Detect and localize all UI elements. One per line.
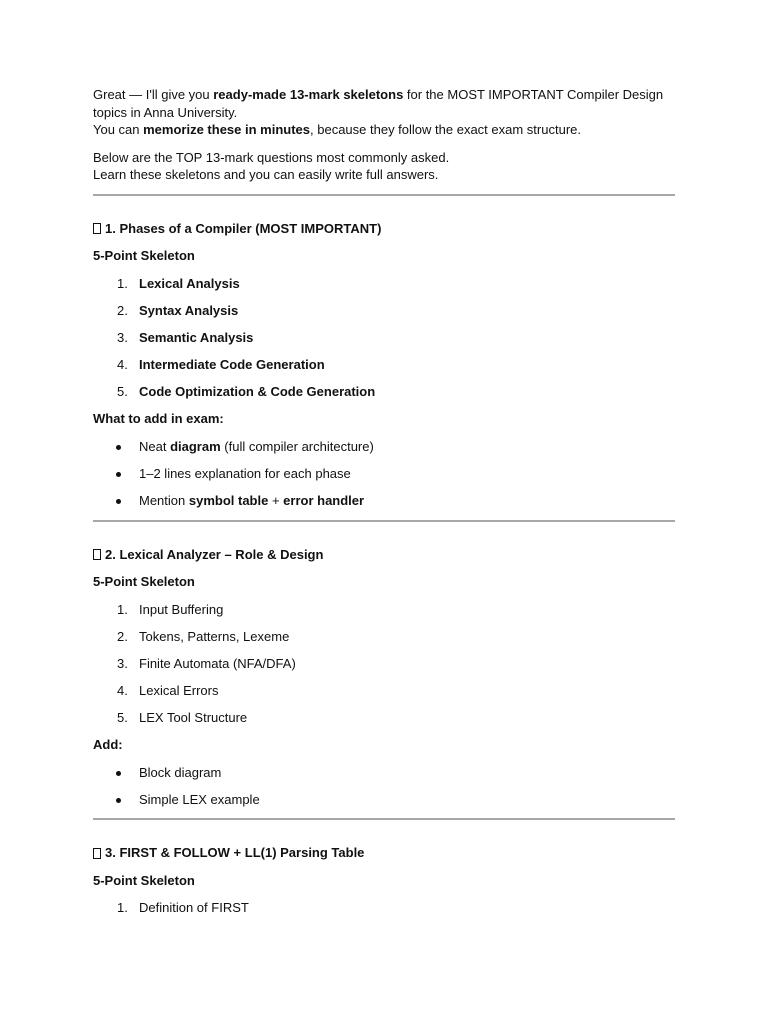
intro-bold-text: ready-made 13-mark skeletons — [213, 87, 404, 102]
skeleton-list — [93, 899, 675, 917]
bullet-dot-icon — [116, 771, 121, 776]
list-number: 5. — [117, 710, 128, 726]
section-title-text: 2. Lexical Analyzer – Role & Design — [105, 546, 324, 562]
list-item-text: Semantic Analysis — [139, 329, 254, 345]
list-item-text: LEX Tool Structure — [139, 710, 248, 726]
list-item-text: Lexical Errors — [139, 683, 219, 699]
intro-text: , because they follow the exact exam structure. — [310, 122, 581, 137]
bullet-item — [93, 465, 675, 483]
list-number: 1. — [117, 900, 128, 916]
list-item-text: Finite Automata (NFA/DFA) — [139, 655, 296, 671]
missing-glyph-icon — [93, 223, 101, 234]
list-item-text: Tokens, Patterns, Lexeme — [139, 628, 290, 644]
bullet-item — [93, 438, 675, 456]
list-number: 5. — [117, 384, 128, 400]
skeleton-list — [93, 275, 675, 401]
bullet-item — [93, 791, 675, 809]
list-item-text: Lexical Analysis — [139, 275, 240, 291]
list-number: 4. — [117, 357, 128, 373]
section-title — [93, 844, 675, 862]
skeleton-list — [93, 601, 675, 727]
bullet-text: Block diagram — [139, 764, 222, 780]
list-number: 3. — [117, 329, 128, 345]
bullet-text: Simple LEX example — [139, 792, 260, 808]
skeleton-label: 5-Point Skeleton — [93, 248, 195, 263]
bullet-list — [93, 764, 675, 809]
bullet-dot-icon — [116, 798, 121, 803]
list-item — [93, 628, 675, 646]
skeleton-label: 5-Point Skeleton — [93, 872, 195, 888]
list-number: 4. — [117, 683, 128, 699]
list-item-text: Definition of FIRST — [139, 900, 249, 916]
bullet-text: + — [268, 493, 284, 509]
bullet-text: Neat — [139, 438, 171, 454]
list-item — [93, 275, 675, 293]
bullet-bold-text: diagram — [170, 438, 221, 454]
intro-text: Great — I'll give you — [93, 87, 214, 102]
list-number: 2. — [117, 628, 128, 644]
bullet-bold-text: error handler — [283, 493, 365, 509]
intro-paragraph-1 — [93, 86, 675, 139]
bullet-bold-text: symbol table — [188, 493, 269, 509]
list-item — [93, 601, 675, 619]
bullet-item — [93, 764, 675, 782]
bullet-list — [93, 438, 675, 510]
section-lexical-analyzer — [93, 522, 675, 809]
intro-bold-text: memorize these in minutes — [143, 122, 311, 137]
list-item — [93, 899, 675, 917]
skeleton-label: 5-Point Skeleton — [93, 574, 195, 589]
section-title — [93, 220, 675, 238]
intro-text: Learn these skeletons and you can easily write full answers. — [93, 167, 439, 182]
list-item — [93, 709, 675, 727]
missing-glyph-icon — [93, 549, 101, 560]
section-phases-of-compiler — [93, 196, 675, 510]
bullet-dot-icon — [116, 445, 121, 450]
list-item — [93, 302, 675, 320]
list-item — [93, 356, 675, 374]
section-title-text: 1. Phases of a Compiler (MOST IMPORTANT) — [105, 220, 382, 236]
section-first-follow — [93, 820, 675, 917]
missing-glyph-icon — [93, 848, 101, 859]
bullet-item — [93, 492, 675, 510]
list-item-text: Input Buffering — [139, 601, 224, 617]
intro-text: You can — [93, 122, 144, 137]
list-number: 1. — [117, 275, 128, 291]
bullet-dot-icon — [116, 472, 121, 477]
list-number: 3. — [117, 655, 128, 671]
intro-paragraph-2 — [93, 149, 675, 184]
document-page — [93, 86, 675, 927]
list-item — [93, 329, 675, 347]
list-item — [93, 682, 675, 700]
add-label: What to add in exam: — [93, 411, 224, 427]
list-number: 1. — [117, 601, 128, 617]
list-number: 2. — [117, 302, 128, 318]
bullet-dot-icon — [116, 499, 121, 504]
list-item-text: Code Optimization & Code Generation — [139, 384, 376, 400]
intro — [93, 86, 675, 184]
bullet-text: Mention — [139, 493, 189, 509]
list-item — [93, 655, 675, 673]
bullet-text: (full compiler architecture) — [220, 438, 374, 454]
intro-text: for the MOST IMPORTANT Compiler Design topics in Anna University. — [93, 87, 664, 120]
list-item-text: Syntax Analysis — [139, 302, 239, 318]
section-title-text: 3. FIRST & FOLLOW + LL(1) Parsing Table — [105, 845, 365, 861]
add-label: Add: — [93, 737, 123, 753]
bullet-text: 1–2 lines explanation for each phase — [139, 466, 351, 482]
section-title — [93, 546, 675, 564]
intro-text: Below are the TOP 13-mark questions most commonly asked. — [93, 149, 450, 165]
list-item — [93, 383, 675, 401]
list-item-text: Intermediate Code Generation — [139, 357, 325, 373]
